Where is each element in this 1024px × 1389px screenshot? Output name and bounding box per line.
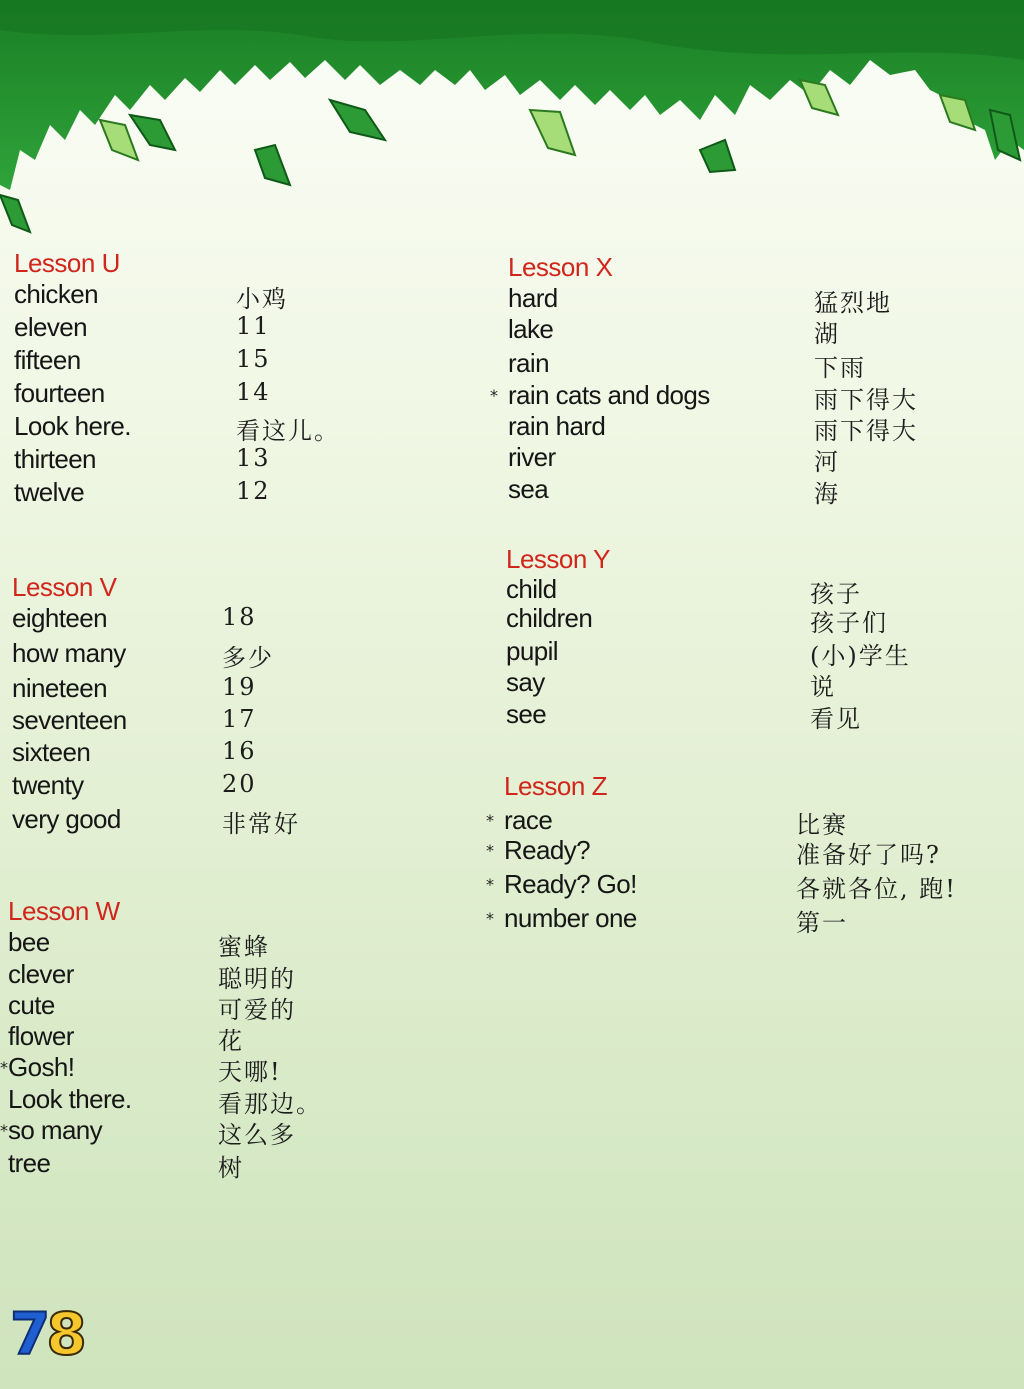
vocab-meaning: 湖 <box>814 320 840 348</box>
vocab-word: sea <box>508 474 549 504</box>
vocab-word: twelve <box>14 477 85 507</box>
vocab-meaning: 比赛 <box>796 811 848 839</box>
vocab-meaning: 聪明的 <box>218 965 296 993</box>
vocab-word: see <box>506 699 547 729</box>
vocab-word: river <box>508 442 556 472</box>
lesson-w-title: Lesson W <box>8 896 120 926</box>
vocab-meaning: 第一 <box>796 909 848 937</box>
vocab-word: sixteen <box>12 737 91 767</box>
vocab-meaning: 18 <box>222 603 257 631</box>
page-number-digit: 8 <box>46 1300 83 1368</box>
vocab-word: Look there. <box>8 1084 132 1114</box>
vocab-meaning: 可爱的 <box>218 996 296 1024</box>
vocab-meaning: 11 <box>236 312 271 340</box>
vocab-word: so many <box>8 1115 103 1145</box>
vocab-meaning: 孩子们 <box>810 609 888 637</box>
optional-star-icon: * <box>486 811 494 830</box>
vocab-meaning: 15 <box>236 345 271 373</box>
lesson-x-title: Lesson X <box>508 252 613 282</box>
vocab-word: number one <box>504 903 637 933</box>
vocab-word: Look here. <box>14 411 131 441</box>
vocab-meaning: 看这儿。 <box>236 417 340 445</box>
optional-star-icon: * <box>490 386 498 405</box>
vocab-word: children <box>506 603 593 633</box>
vocab-word: cute <box>8 990 55 1020</box>
vocab-word: child <box>506 574 557 604</box>
vocab-word: eighteen <box>12 603 107 633</box>
vocab-meaning: 蜜蜂 <box>218 933 270 961</box>
vocab-word: how many <box>12 638 126 668</box>
vocab-word: pupil <box>506 636 558 666</box>
optional-star-icon: * <box>486 841 494 860</box>
vocab-meaning: 非常好 <box>222 810 300 838</box>
lesson-u-title: Lesson U <box>14 248 120 278</box>
vocab-word: thirteen <box>14 444 96 474</box>
vocab-meaning: 看见 <box>810 705 862 733</box>
vocab-meaning: 16 <box>222 737 257 765</box>
vocab-meaning: 下雨 <box>814 354 866 382</box>
vocab-meaning: 19 <box>222 673 257 701</box>
vocab-word: very good <box>12 804 121 834</box>
vocab-word: say <box>506 667 545 697</box>
vocab-meaning: 20 <box>222 770 257 798</box>
vocab-meaning: 准备好了吗? <box>796 841 941 869</box>
vocab-word: hard <box>508 283 558 313</box>
vocab-meaning: 12 <box>236 477 271 505</box>
lesson-z-title: Lesson Z <box>504 771 607 801</box>
optional-star-icon: * <box>486 909 494 928</box>
lesson-v-title: Lesson V <box>12 572 117 602</box>
vocab-meaning: 雨下得大 <box>814 417 918 445</box>
vocab-word: bee <box>8 927 50 957</box>
vocab-meaning: 猛烈地 <box>814 289 892 317</box>
lesson-y-title: Lesson Y <box>506 544 610 574</box>
vocab-word: rain hard <box>508 411 606 441</box>
vocab-meaning: 河 <box>814 448 840 476</box>
vocab-word: seventeen <box>12 705 127 735</box>
vocab-word: Ready? <box>504 835 591 865</box>
vocab-word: eleven <box>14 312 88 342</box>
vocab-word: clever <box>8 959 74 989</box>
vocab-meaning: 13 <box>236 444 271 472</box>
vocab-meaning: 多少 <box>222 644 274 672</box>
vocab-meaning: 14 <box>236 378 271 406</box>
vocab-word: fourteen <box>14 378 105 408</box>
vocab-meaning: 小鸡 <box>236 285 288 313</box>
optional-star-icon: * <box>0 1121 8 1140</box>
vocab-meaning: 花 <box>218 1027 244 1055</box>
vocab-meaning: 天哪! <box>218 1058 282 1086</box>
vocab-meaning: 各就各位, 跑! <box>796 875 957 903</box>
vocab-word: chicken <box>14 279 98 309</box>
vocab-meaning: 这么多 <box>218 1121 296 1149</box>
vocab-word: twenty <box>12 770 84 800</box>
tree-foliage-decoration <box>0 0 1024 250</box>
vocab-meaning: (小)学生 <box>810 642 911 670</box>
page-number <box>10 1302 83 1366</box>
vocab-word: lake <box>508 314 554 344</box>
vocab-meaning: 树 <box>218 1154 244 1182</box>
vocab-word: rain cats and dogs <box>508 380 710 410</box>
page-number-digit: 7 <box>10 1300 47 1368</box>
vocab-word: fifteen <box>14 345 81 375</box>
optional-star-icon: * <box>486 875 494 894</box>
vocab-meaning: 海 <box>814 480 840 508</box>
vocab-meaning: 17 <box>222 705 257 733</box>
vocab-meaning: 说 <box>810 673 836 701</box>
vocab-word: Ready? Go! <box>504 869 637 899</box>
vocab-word: race <box>504 805 553 835</box>
vocab-meaning: 孩子 <box>810 580 862 608</box>
vocab-meaning: 雨下得大 <box>814 386 918 414</box>
vocab-meaning: 看那边。 <box>218 1090 322 1118</box>
vocab-word: rain <box>508 348 549 378</box>
optional-star-icon: * <box>0 1058 8 1077</box>
vocab-word: flower <box>8 1021 74 1051</box>
vocab-word: nineteen <box>12 673 107 703</box>
vocab-word: Gosh! <box>8 1052 75 1082</box>
vocab-word: tree <box>8 1148 51 1178</box>
